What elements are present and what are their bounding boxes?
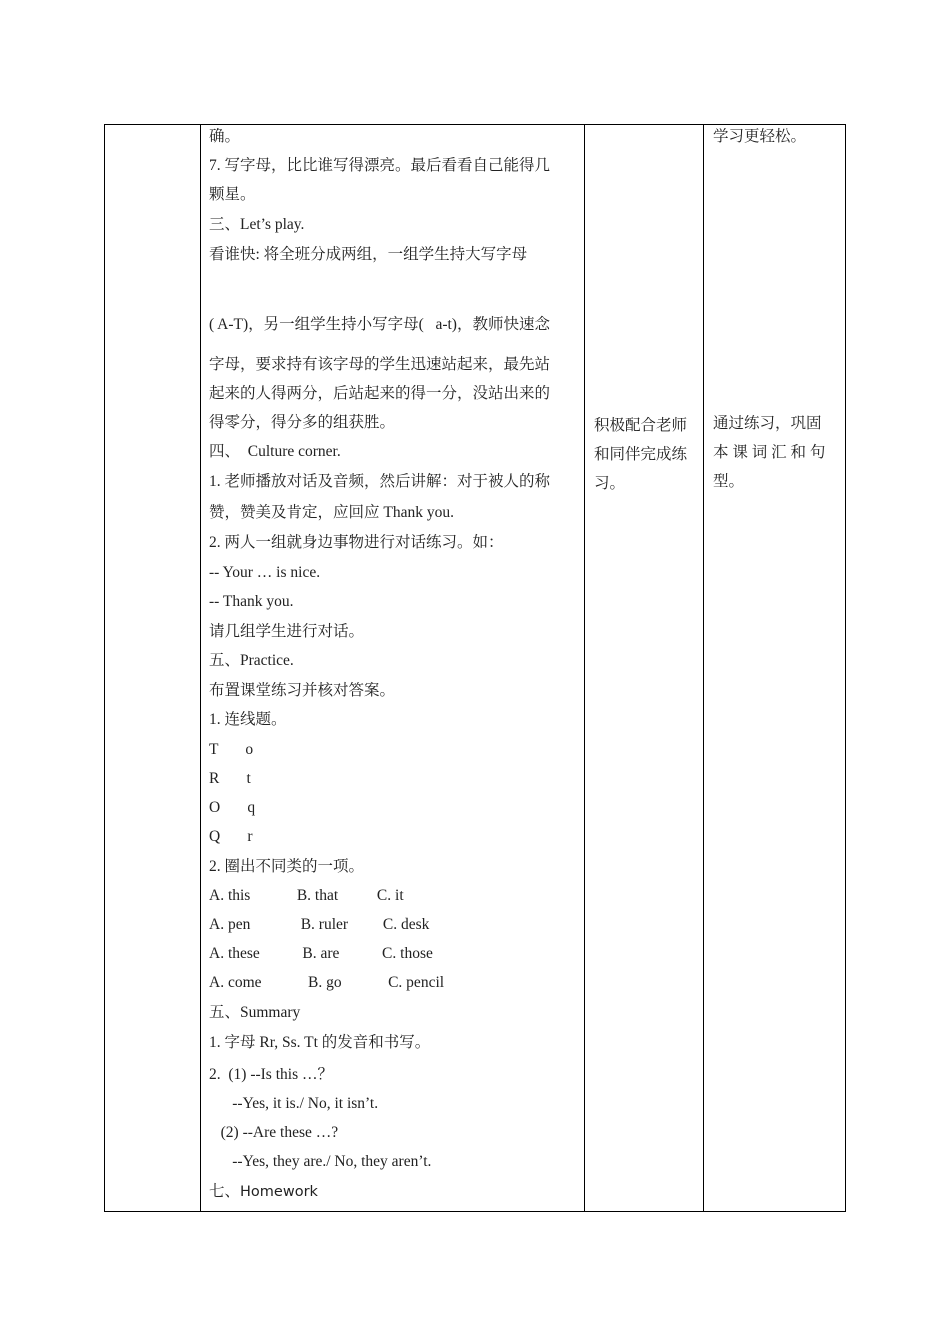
choice-row: A. these B. are C. those bbox=[209, 945, 433, 962]
text-line: 字母，要求持有该字母的学生迅速站起来，最先站 bbox=[209, 356, 551, 373]
homework-prefix: 七、 bbox=[209, 1183, 241, 1200]
text-line: 积极配合老师 bbox=[594, 417, 688, 434]
text-line: 2. 两人一组就身边事物进行对话练习。如： bbox=[209, 534, 504, 551]
matching-row: O q bbox=[209, 799, 256, 816]
teacher-activity-cell bbox=[209, 125, 579, 1211]
text-line: 颗星。 bbox=[209, 186, 256, 203]
design-intent-cell bbox=[713, 125, 839, 1211]
text-line: 1. 字母 Rr, Ss. Tt 的发音和书写。 bbox=[209, 1034, 431, 1051]
section-heading bbox=[209, 1182, 318, 1202]
text-line: 1. 连线题。 bbox=[209, 711, 287, 728]
dialogue-line: (2) --Are these …? bbox=[209, 1124, 339, 1141]
column-divider bbox=[703, 125, 704, 1211]
text-line: 和同伴完成练 bbox=[594, 446, 688, 463]
dialogue-line: -- Your … is nice. bbox=[209, 564, 321, 581]
text-line: 型。 bbox=[713, 473, 745, 490]
choice-row: A. this B. that C. it bbox=[209, 887, 404, 904]
text-line: 确。 bbox=[209, 128, 241, 145]
column-divider bbox=[584, 125, 585, 1211]
dialogue-line: -- Thank you. bbox=[209, 593, 294, 610]
dialogue-line: 2. (1) --Is this …？ bbox=[209, 1066, 333, 1083]
section-heading: 四、 Culture corner. bbox=[209, 443, 341, 460]
lesson-plan-table bbox=[104, 124, 846, 1212]
matching-row: R t bbox=[209, 770, 251, 787]
text-line: 学习更轻松。 bbox=[713, 128, 807, 145]
dialogue-line: --Yes, they are./ No, they aren’t. bbox=[209, 1153, 432, 1170]
column-1-cell bbox=[105, 125, 200, 1211]
text-line: 得零分，得分多的组获胜。 bbox=[209, 414, 396, 431]
section-heading: 五、Summary bbox=[209, 1004, 301, 1021]
text-line: 本 课 词 汇 和 句 bbox=[713, 444, 826, 461]
choice-row: A. come B. go C. pencil bbox=[209, 974, 445, 991]
column-divider bbox=[200, 125, 201, 1211]
text-line: 看谁快: 将全班分成两组，一组学生持大写字母 bbox=[209, 246, 528, 263]
text-line: 起来的人得两分，后站起来的得一分，没站出来的 bbox=[209, 385, 551, 402]
text-line: 赞，赞美及肯定，应回应 Thank you. bbox=[209, 504, 454, 521]
student-activity-cell bbox=[594, 125, 698, 1211]
text-line: 习。 bbox=[594, 475, 626, 492]
text-line: 通过练习，巩固 bbox=[713, 415, 822, 432]
text-line: 7. 写字母，比比谁写得漂亮。最后看看自己能得几 bbox=[209, 157, 551, 174]
text-line: 2. 圈出不同类的一项。 bbox=[209, 858, 365, 875]
dialogue-line: --Yes, it is./ No, it isn’t. bbox=[209, 1095, 379, 1112]
matching-row: T o bbox=[209, 741, 254, 758]
section-heading: 五、Practice. bbox=[209, 652, 294, 669]
choice-row: A. pen B. ruler C. desk bbox=[209, 916, 430, 933]
section-heading: 三、Let’s play. bbox=[209, 216, 305, 233]
text-line: 请几组学生进行对话。 bbox=[209, 623, 365, 640]
text-line: 1. 老师播放对话及音频，然后讲解：对于被人的称 bbox=[209, 473, 551, 490]
text-line: 布置课堂练习并核对答案。 bbox=[209, 682, 396, 699]
matching-row: Q r bbox=[209, 828, 253, 845]
homework-label: Homework bbox=[240, 1184, 318, 1200]
text-line: ( A-T)，另一组学生持小写字母( a-t)，教师快速念 bbox=[209, 316, 550, 333]
